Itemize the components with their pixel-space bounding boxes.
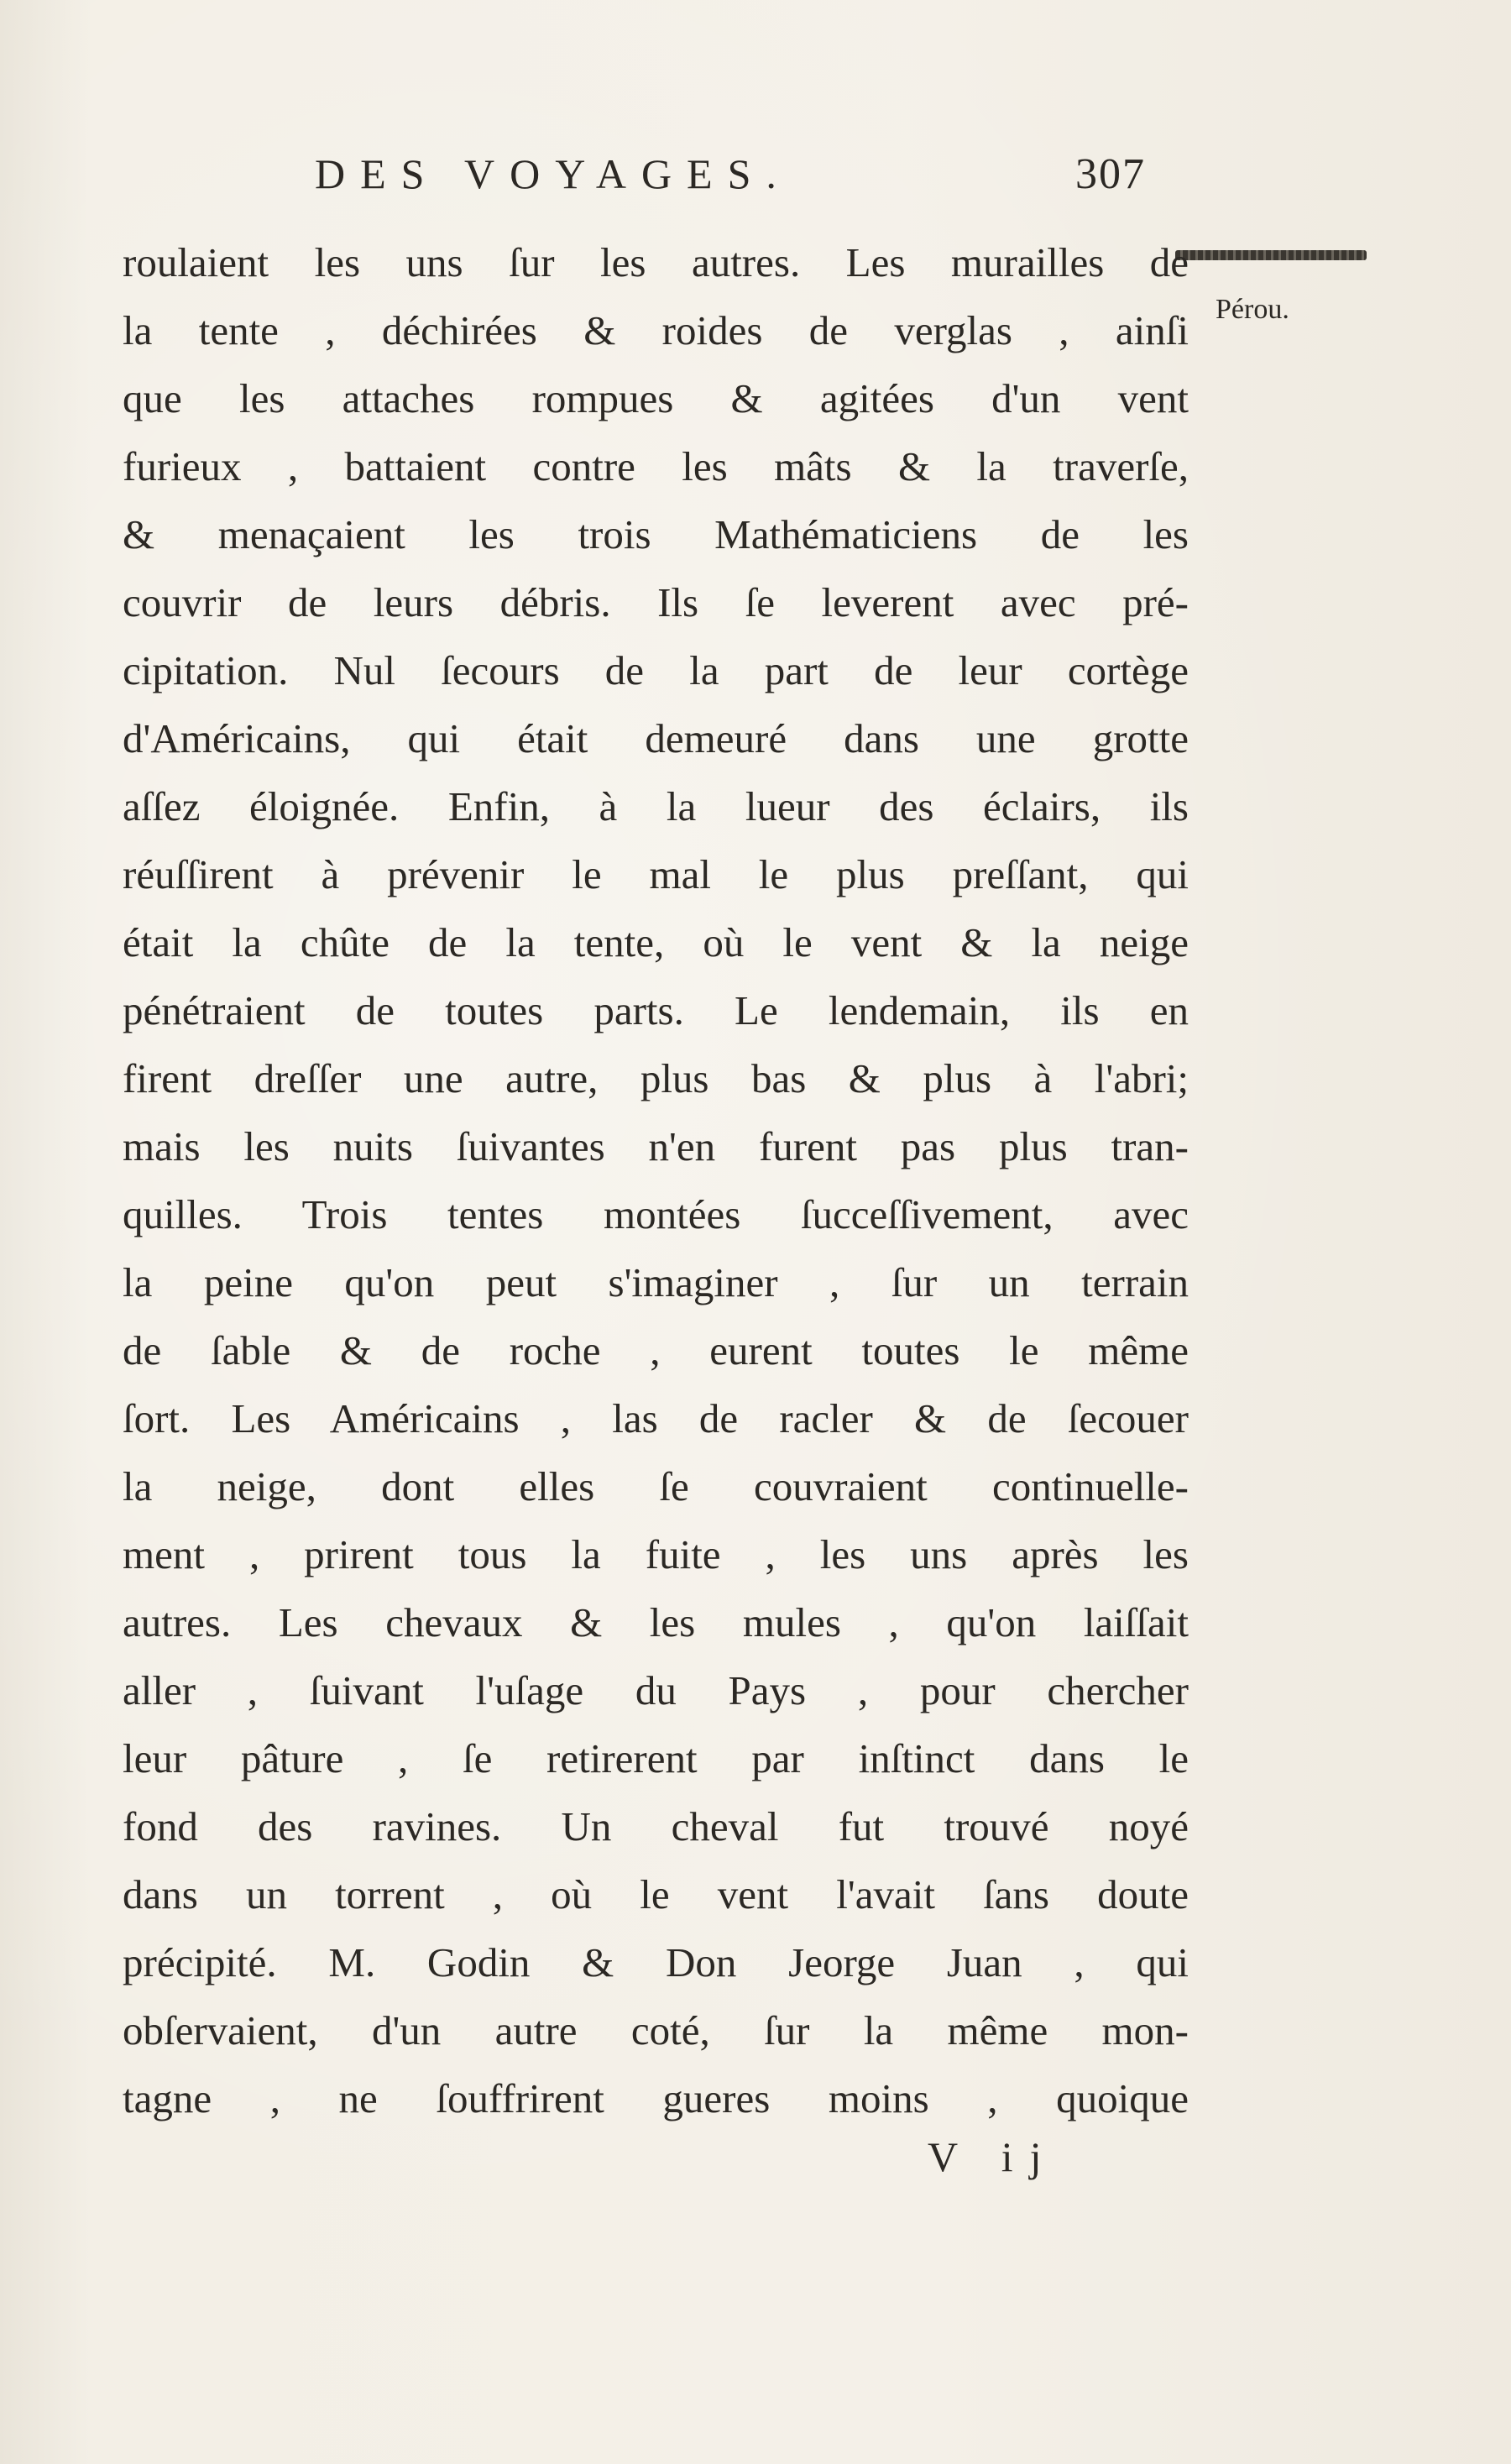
- text-line: pénétraient de toutes parts. Le lendemain, ils en: [123, 987, 1189, 1033]
- running-title: DES VOYAGES.: [315, 150, 792, 197]
- margin-note: Pérou.: [1216, 294, 1289, 325]
- page-number: 307: [1075, 150, 1146, 198]
- text-line: réuſſirent à prévenir le mal le plus preſſant, qui: [123, 851, 1189, 897]
- text-line: ſort. Les Américains , las de racler & de ſecouer: [123, 1395, 1189, 1441]
- text-line: aller , ſuivant l'uſage du Pays , pour chercher: [123, 1667, 1189, 1713]
- text-line: autres. Les chevaux & les mules , qu'on laiſſait: [123, 1599, 1189, 1645]
- text-line: que les attaches rompues & agitées d'un vent: [123, 375, 1189, 421]
- text-line: la neige, dont elles ſe couvraient continuelle-: [123, 1463, 1189, 1509]
- text-line: était la chûte de la tente, où le vent & la neige: [123, 919, 1189, 965]
- text-line: ment , prirent tous la fuite , les uns après les: [123, 1531, 1189, 1577]
- text-line: couvrir de leurs débris. Ils ſe leverent avec pré-: [123, 579, 1189, 625]
- running-head: [315, 149, 1146, 208]
- margin-rule: [1175, 250, 1367, 260]
- text-line: fond des ravines. Un cheval fut trouvé noyé: [123, 1803, 1189, 1849]
- text-line: leur pâture , ſe retirerent par inſtinct dans le: [123, 1735, 1189, 1781]
- signature-mark: V ij: [928, 2133, 1059, 2180]
- text-line: roulaient les uns ſur les autres. Les murailles de: [123, 239, 1189, 285]
- text-line: de ſable & de roche , eurent toutes le même: [123, 1327, 1189, 1373]
- text-line: firent dreſſer une autre, plus bas & plus à l'abri;: [123, 1055, 1189, 1101]
- text-line: cipitation. Nul ſecours de la part de leur cortège: [123, 647, 1189, 693]
- text-line: mais les nuits ſuivantes n'en furent pas plus tran-: [123, 1123, 1189, 1169]
- text-line: aſſez éloignée. Enfin, à la lueur des éclairs, ils: [123, 783, 1189, 829]
- text-line: tagne , ne ſouffrirent gueres moins , quoique: [123, 2075, 1189, 2121]
- text-line: la peine qu'on peut s'imaginer , ſur un terrain: [123, 1259, 1189, 1305]
- body-text: [123, 228, 1189, 2132]
- text-line: la tente , déchirées & roides de verglas , ainſi: [123, 307, 1189, 353]
- text-line: furieux , battaient contre les mâts & la traverſe,: [123, 443, 1189, 489]
- text-line: quilles. Trois tentes montées ſucceſſivement, avec: [123, 1191, 1189, 1237]
- text-line: dans un torrent , où le vent l'avait ſans doute: [123, 1871, 1189, 1917]
- text-line: obſervaient, d'un autre coté, ſur la même mon-: [123, 2007, 1189, 2053]
- text-line: d'Américains, qui était demeuré dans une grotte: [123, 715, 1189, 761]
- text-line: précipité. M. Godin & Don Jeorge Juan , qui: [123, 1939, 1189, 1985]
- text-line: & menaçaient les trois Mathématiciens de les: [123, 511, 1189, 557]
